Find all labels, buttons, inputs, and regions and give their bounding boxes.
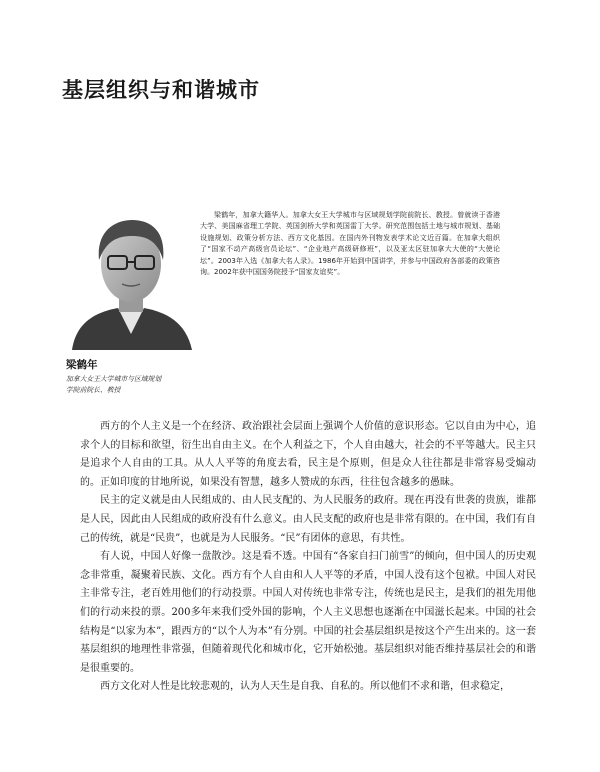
author-name: 梁鹤年 xyxy=(66,359,98,371)
author-bio: 梁鹤年，加拿大籍华人。加拿大女王大学城市与区域规划学院前院长、教授。曾就读于香港大学、美国麻省理工学院、英国剑桥大学和英国雷丁大学。研究范围包括土地与城市规划、基础设施规划、政策分析方法、西方文化基因。在国内外刊物发表学术论文近百篇。在加拿大组织了“国家不动产高级官员论坛”、“企业地产高级研修班”，以及亚太区驻加拿大大使的“大使论坛”。2003年入选《加拿大名人录》。1986年开始到中国讲学，并参与中国政府各部委的政策咨询。2002年获中国国务院授予“国家友谊奖”。 xyxy=(200,211,500,277)
paragraph: 有人说，中国人好像一盘散沙。这是看不透。中国有“各家自扫门前雪”的倾向，但中国人的历史观念非常重，凝聚着民族、文化。西方有个人自由和人人平等的矛盾，中国人没有这个包袱。中国人对民主非常专注，老百姓用他们的行动投票。中国人对传统也非常专注，传统也是民主，是我们的祖先用他们的行动来投的票。200多年来我们受外国的影响，个人主义思想也逐渐在中国滋长起来。中国的社会结构是“以家为本”，跟西方的“以个人为本”有分别。中国的社会基层组织是按这个产生出来的。这一套基层组织的地理性非常强，但随着现代化和城市化，它开始松弛。基层组织对能否维持基层社会的和谐是很重要的。 xyxy=(80,551,536,674)
author-affiliation-line: 加拿大女王大学城市与区域规划 xyxy=(66,375,162,383)
page-title: 基层组织与和谐城市 xyxy=(62,77,260,102)
paragraph: 西方文化对人性是比较悲观的，认为人天生是自我、自私的。所以他们不求和谐，但求稳定， xyxy=(100,681,510,693)
author-affiliation-line: 学院前院长、教授 xyxy=(66,385,121,394)
author-affiliation xyxy=(66,374,226,395)
paragraph: 西方的个人主义是一个在经济、政治跟社会层面上强调个人价值的意识形态。它以自由为中心，追求个人的目标和欲望，衍生出自由主义。在个人利益之下，个人自由越大，社会的不平等越大。民主只是追求个人自由的工具。从人人平等的角度去看，民主是个原则，但是众人往往都是非常容易受煽动的。正如印度的甘地所说，如果没有智慧，越多人赞成的东西，往往包含越多的愚昧。 xyxy=(80,421,536,488)
author-photo xyxy=(66,212,196,350)
article-body xyxy=(80,418,536,697)
paragraph: 民主的定义就是由人民组成的、由人民支配的、为人民服务的政府。现在再没有世袭的贵族，谁都是人民，因此由人民组成的政府没有什么意义。由人民支配的政府也是非常有限的。在中国，我们有自己的传统，就是“民贵”，也就是为人民服务。“民”有团体的意思，有共性。 xyxy=(80,495,536,544)
